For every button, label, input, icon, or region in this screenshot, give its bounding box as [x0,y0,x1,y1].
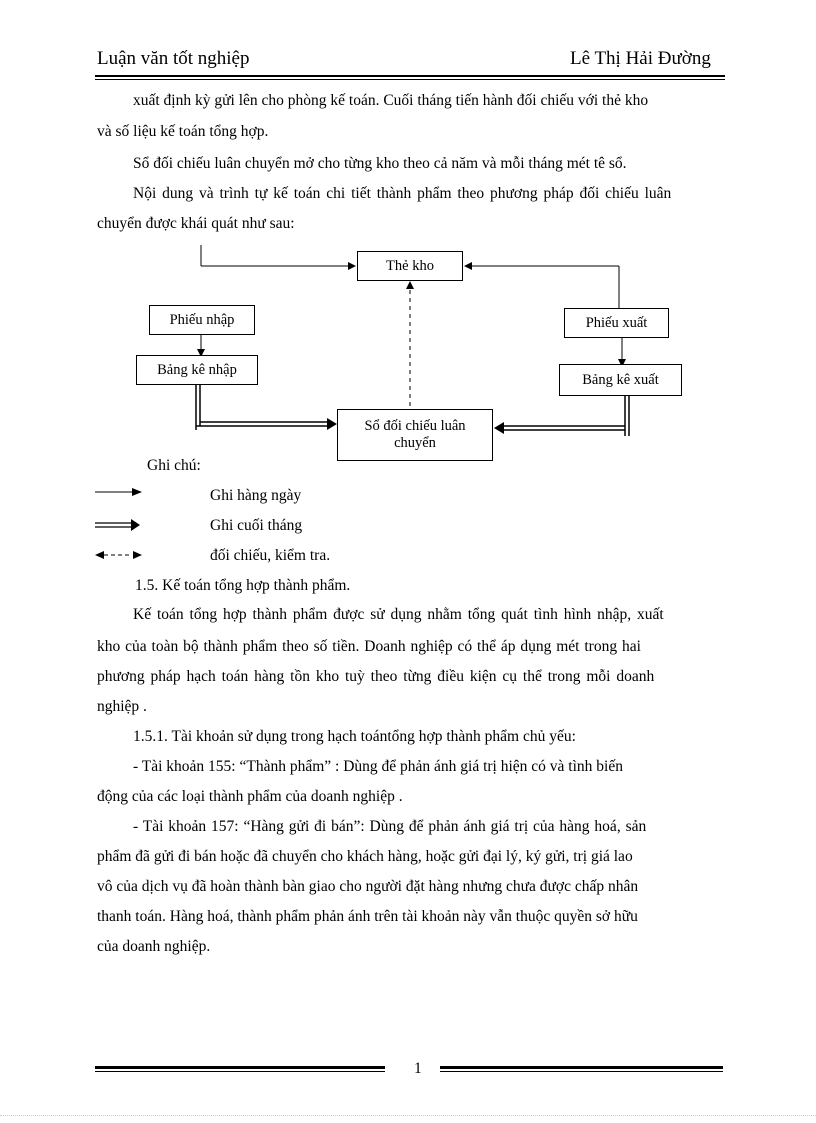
footer-rule-left [95,1066,385,1069]
paragraph-line: Nội dung và trình tự kế toán chi tiết thành phẩm theo phương pháp đối chiếu luân [133,185,672,202]
box-the-kho: Thẻ kho [357,251,463,281]
legend-check: đối chiếu, kiểm tra. [210,547,331,564]
double-arrow-head-left [327,418,337,430]
box-so-doi-chieu-line1: Sổ đối chiếu luân [364,418,466,434]
dashed-arrow-head [406,281,414,289]
paragraph-line: thanh toán. Hàng hoá, thành phẩm phản ánh trên tài khoản này vẫn thuộc quyền sở hữu [97,908,638,925]
paragraph-line: xuất định kỳ gửi lên cho phòng kế toán. Cuối tháng tiến hành đối chiếu với thẻ kho [133,92,649,109]
paragraph-line: kho của toàn bộ thành phẩm theo số tiền. Doanh nghiệp có thể áp dụng mét trong hai [97,638,641,655]
paragraph-line: động của các loại thành phẩm của doanh nghiệp . [97,788,403,805]
legend-dashed-arrow-head-left [95,551,104,559]
legend-single-arrow-head [132,488,142,496]
legend-daily: Ghi hàng ngày [210,487,302,504]
paragraph-line: của doanh nghiệp. [97,938,211,955]
header-author: Lê Thị Hải Đường [570,48,711,69]
box-bang-ke-xuat: Bảng kê xuất [559,364,682,396]
paragraph-line: vô của dịch vụ đã hoàn thành bàn giao cho người đặt hàng nhưng chưa được chấp nhân [97,878,639,895]
paragraph-line: chuyển được khái quát như sau: [97,215,295,232]
paragraph-line: phương pháp hạch toán hàng tồn kho tuỳ theo từng điều kiện cụ thể trong mỗi doanh [97,668,655,685]
page-number: 1 [414,1060,422,1077]
legend-symbols [90,482,150,562]
legend-title: Ghi chú: [147,457,201,474]
paragraph-line: và số liệu kế toán tổng hợp. [97,123,269,140]
paragraph-line: Sổ đối chiếu luân chuyển mở cho từng kho theo cả năm và mỗi tháng mét tê sổ. [133,155,627,172]
legend-month-end: Ghi cuối tháng [210,517,303,534]
footer-rule-right-thin [440,1071,723,1072]
paragraph-line: nghiệp . [97,698,147,715]
double-arrow-head-right [494,422,504,434]
box-phieu-nhap: Phiếu nhập [149,305,255,335]
legend-double-arrow-head [131,519,140,531]
paragraph-line: - Tài khoản 155: “Thành phẩm” : Dùng để phản ánh giá trị hiện có và tình biến [133,758,623,775]
box-phieu-xuat: Phiếu xuất [564,308,669,338]
page-edge [0,1115,816,1116]
box-so-doi-chieu [337,409,493,461]
section-heading: 1.5. Kế toán tổng hợp thành phẩm. [135,577,351,594]
paragraph-line: - Tài khoản 157: “Hàng gửi đi bán”: Dùng để phản ánh giá trị của hàng hoá, sản [133,818,647,835]
paragraph-line: Kế toán tổng hợp thành phẩm được sử dụng nhằm tổng quát tình hình nhập, xuất [133,606,664,623]
paragraph-line: phẩm đã gửi đi bán hoặc đã chuyển cho khách hàng, hoặc gửi đại lý, ký gửi, trị giá lao [97,848,633,865]
footer-rule-left-thin [95,1071,385,1072]
legend-dashed-arrow-head-right [133,551,142,559]
box-bang-ke-nhap: Bảng kê nhập [136,355,258,385]
footer-rule-right [440,1066,723,1069]
subsection-heading: 1.5.1. Tài khoản sử dụng trong hạch toántổng hợp thành phẩm chủ yếu: [133,728,576,745]
header-left-title: Luận văn tốt nghiệp [97,48,250,69]
box-so-doi-chieu-line2: chuyển [394,435,436,451]
